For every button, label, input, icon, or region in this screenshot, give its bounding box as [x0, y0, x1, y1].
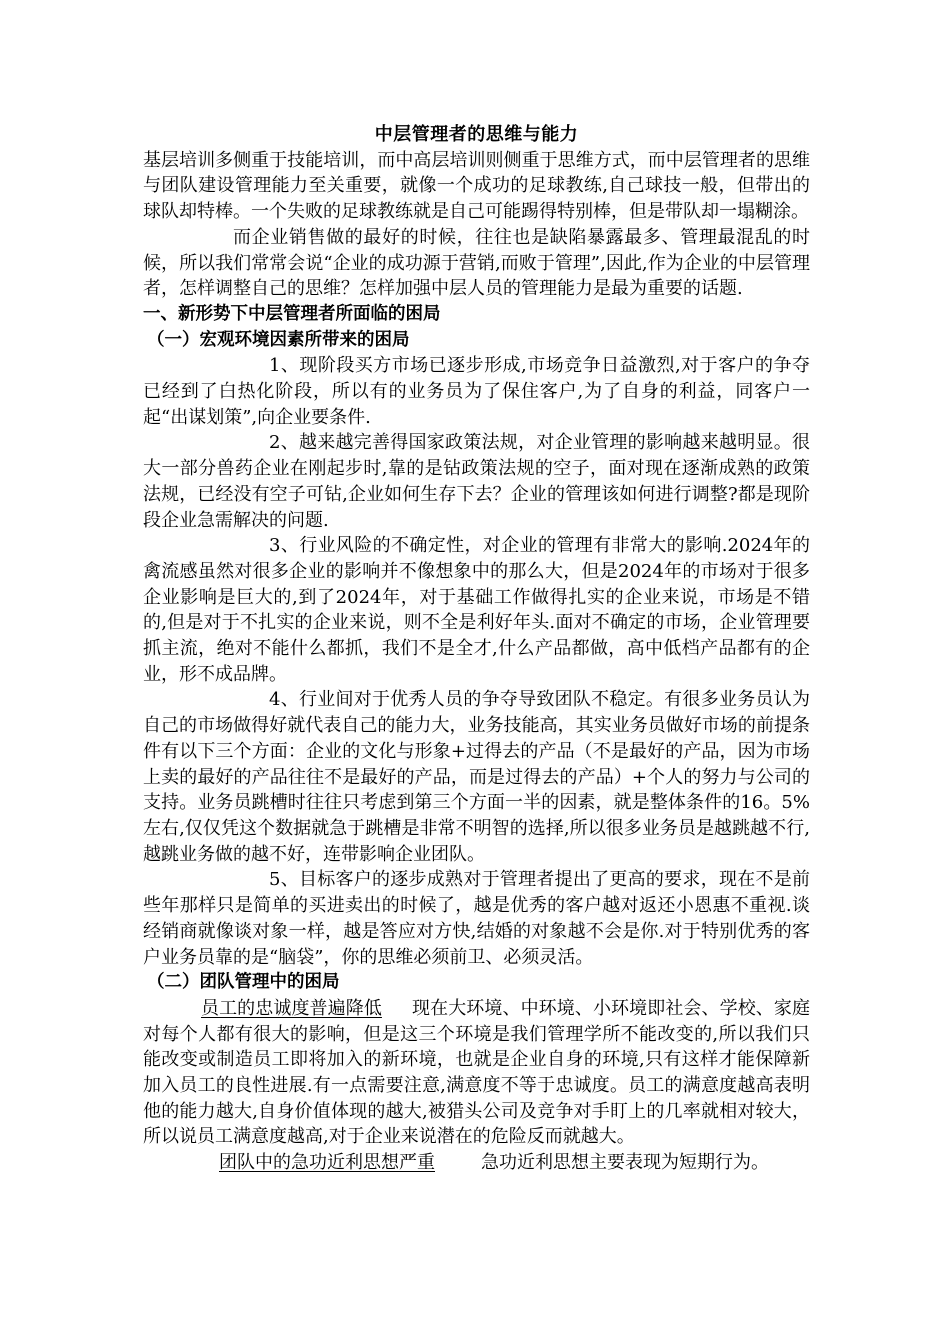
paragraph-sales: 而企业销售做的最好的时候，往往也是缺陷暴露最多、管理最混乱的时候，所以我们常常会说“企业的成功源于营销,而败于管理”,因此,作为企业的中层管理者，怎样调整自己的思维？怎样加强中层人员的管理能力是最为重要的话题.	[143, 226, 810, 300]
section-heading-1: 一、新形势下中层管理者所面临的困局	[143, 303, 441, 324]
loyalty-text: 现在大环境、中环境、小环境即社会、学校、家庭对每个人都有很大的影响，但是这三个环境是我们管理学所不能改变的,所以我们只能改变或制造员工即将加入的新环境，也就是企业自身的环境,只有这样才能保障新加入员工的良性进展.有一点需要注意,满意度不等于忠诚度。员工的满意度越高表明他的能力越大,自身价值体现的越大,被猎头公司及竞争对手盯上的几率就相对较大，所以说员工满意度越高,对于企业来说潜在的危险反而就越大。	[143, 997, 810, 1148]
list-item-3: 3、行业风险的不确定性，对企业的管理有非常大的影响.2024年的禽流感虽然对很多企业的影响并不像想象中的那么大，但是2024年的市场对于很多企业影响是巨大的,到了2024年，对于基础工作做得扎实的企业来说，市场是不错的,但是对于不扎实的企业来说，则不全是利好年头.面对不确定的市场，企业管理要抓主流，绝对不能什么都抓，我们不是全才,什么产品都做，高中低档产品都有的企业，形不成品牌。	[143, 535, 810, 685]
paragraph-loyalty	[143, 996, 810, 1150]
list-item-1: 1、现阶段买方市场已逐步形成,市场竞争日益激烈,对于客户的争夺已经到了白热化阶段，所以有的业务员为了保住客户,为了自身的利益，同客户一起“出谋划策”,向企业要条件.	[143, 355, 810, 428]
list-item-5: 5、目标客户的逐步成熟对于管理者提出了更高的要求，现在不是前些年那样只是简单的买进卖出的时候了，越是优秀的客户越对返还小恩惠不重视.谈经销商就像谈对象一样，越是答应对方快,结婚的对象越不会是你.对于特别优秀的客户业务员靠的是“脑袋”，你的思维必须前卫、必须灵活。	[143, 869, 810, 968]
document-title: 中层管理者的思维与能力	[374, 124, 579, 145]
subsection-heading-team: （二）团队管理中的困局	[147, 972, 340, 993]
loyalty-heading: 员工的忠诚度普遍降低	[201, 997, 382, 1019]
list-item-4: 4、行业间对于优秀人员的争夺导致团队不稳定。有很多业务员认为自己的市场做得好就代表自己的能力大，业务技能高，其实业务员做好市场的前提条件有以下三个方面：企业的文化与形象+过得去的产品（不是最好的产品，因为市场上卖的最好的产品往往不是最好的产品，而是过得去的产品）+个人的努力与公司的支持。业务员跳槽时往往只考虑到第三个方面一半的因素，就是整体条件的16。5%左右,仅仅凭这个数据就急于跳槽是非常不明智的选择,所以很多业务员是越跳越不行,越跳业务做的越不好，连带影响企业团队。	[143, 689, 810, 865]
shortterm-text: 急功近利思想主要表现为短期行为。	[481, 1152, 769, 1174]
shortterm-heading: 团队中的急功近利思想严重	[219, 1152, 435, 1174]
paragraph-shortterm	[143, 1150, 810, 1176]
list-item-2: 2、越来越完善得国家政策法规，对企业管理的影响越来越明显。很大一部分兽药企业在刚起步时,靠的是钻政策法规的空子，面对现在逐渐成熟的政策法规，已经没有空子可钻,企业如何生存下去？企业的管理该如何进行调整?都是现阶段企业急需解决的问题.	[143, 432, 810, 531]
subsection-heading-macro: （一）宏观环境因素所带来的困局	[147, 329, 410, 350]
paragraph-intro: 基层培训多侧重于技能培训，而中高层培训则侧重于思维方式，而中层管理者的思维与团队建设管理能力至关重要，就像一个成功的足球教练,自己球技一般，但带出的球队却特棒。一个失败的足球教练就是自己可能踢得特别棒，但是带队却一塌糊涂。	[143, 149, 810, 223]
